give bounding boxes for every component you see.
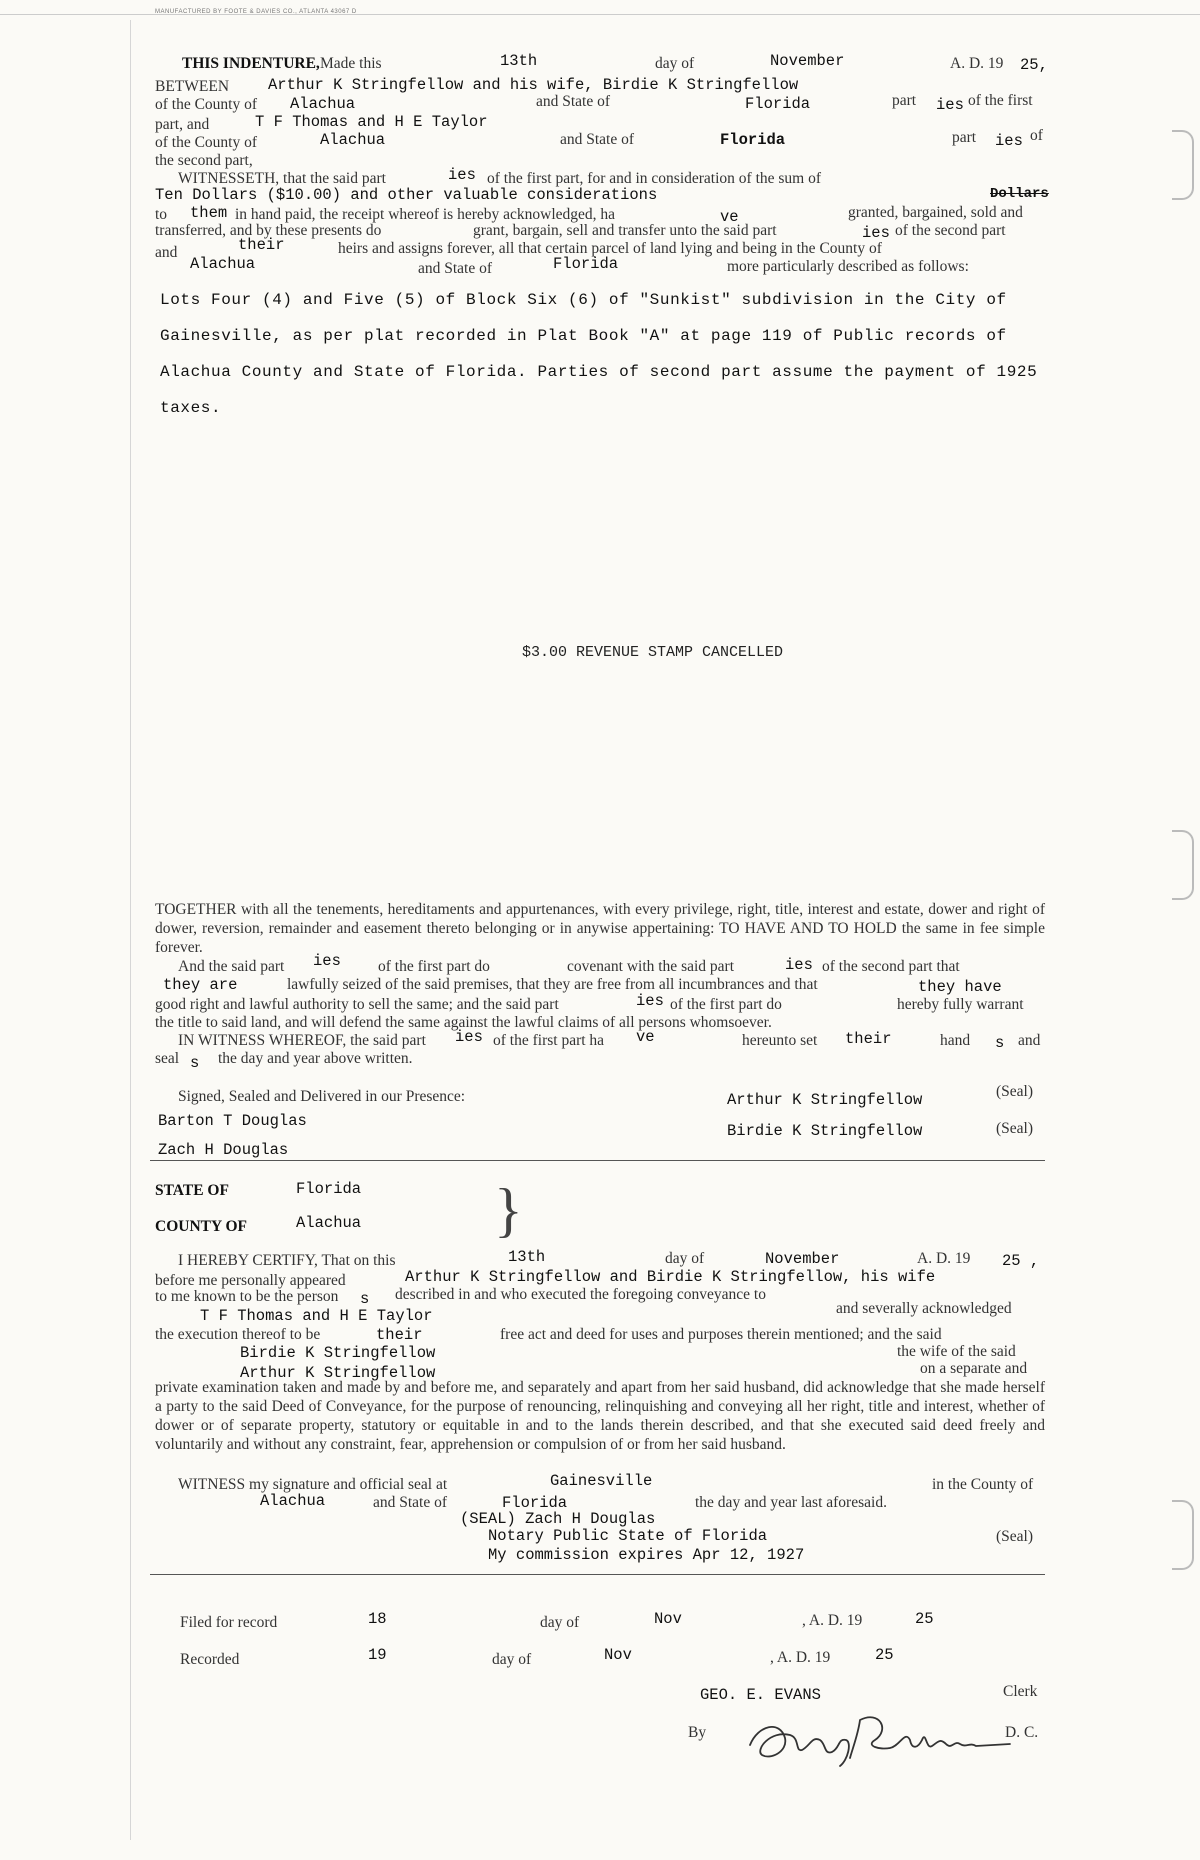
ack-ad: A. D. 19 [917,1250,971,1267]
notary-commission: My commission expires Apr 12, 1927 [488,1546,805,1564]
ack-husband-name: Arthur K Stringfellow [240,1364,436,1382]
ack-month: November [765,1250,840,1268]
recorded-year: 25 [875,1646,894,1664]
witness-signature-text: WITNESS my signature and official seal at [178,1476,448,1493]
covenant-seized: lawfully seized of the said premises, that they are free from all incumbrances and that [287,976,818,993]
filed-month: Nov [654,1610,682,1628]
ack-wife-name: Birdie K Stringfellow [240,1344,436,1362]
witnesseth-text-b: of the first part, for and in consideration of the sum of [487,170,822,187]
notary-title: Notary Public State of Florida [488,1527,768,1545]
ack-grantees: T F Thomas and H E Taylor [200,1307,433,1325]
known-s: s [360,1290,370,1308]
them-label: them [190,204,228,222]
grantee-state: Florida [720,131,786,149]
part-suffix-2: ies [995,132,1023,150]
described-in-text: described in and who executed the foregoing conveyance to [395,1286,766,1303]
legal-description [160,282,1050,426]
grantor-state: Florida [745,95,811,113]
notary-divider [150,1574,1045,1575]
receipt-text: in hand paid, the receipt whereof is hereby acknowledged, ha [235,206,616,223]
in-witness-text: IN WITNESS WHEREOF, the said part [178,1032,426,1049]
grantor-signature-2: Birdie K Stringfellow [727,1122,923,1140]
they-are-label: they are [163,976,238,994]
ack-county: Alachua [296,1214,362,1232]
covenant-ies-2: ies [785,956,813,974]
witness-and: and [1018,1032,1041,1049]
recorded-label: Recorded [180,1651,240,1668]
made-this-label: Made this [320,55,382,72]
witness-set: hereunto set [742,1032,818,1049]
signed-sealed-label: Signed, Sealed and Delivered in our Presence: [178,1088,466,1105]
filed-day: 18 [368,1610,387,1628]
witnesseth-ies: ies [448,166,476,184]
land-state-label: and State of [418,260,493,277]
manufacturer-imprint: MANUFACTURED BY FOOTE & DAVIES CO., ATLANTA 43067 D [155,9,357,15]
witness-ha: of the first part ha [493,1032,605,1049]
execution-text: the execution thereof to be [155,1326,321,1343]
covenant-c: covenant with the said part [567,958,735,975]
covenant-b: of the first part do [378,958,490,975]
county-label-2: of the County of [155,134,258,151]
private-examination-text: private examination taken and made by and before me, and separately and apart from her said husband, did acknowledge that she made herself a party to the said Deed of Conveyance, for the purpose of renouncing, relinquishing and conveying all her right, title and interest, whether of dower or of separate property, statutory or equitable in and to the lands therein described, and that she executed said deed freely and voluntarily and without any constraint, fear, apprehension or compulsion of or from her said husband. [155,1379,1045,1453]
covenant-warrant: hereby fully warrant [897,996,1024,1013]
of-the-first-label: of the first [968,92,1033,109]
grant-text: grant, bargain, sell and transfer unto the said part [473,222,777,239]
covenant-ies-3: ies [636,992,664,1010]
grantee-county: Alachua [320,131,386,149]
witness-signature-2: Zach H Douglas [158,1141,289,1159]
notary-state: Florida [502,1494,568,1512]
second-part-label: the second part, [155,152,253,169]
day-of-label: day of [655,55,695,72]
appeared-names: Arthur K Stringfellow and Birdie K Stringfellow, his wife [405,1268,936,1286]
and-label: and [155,244,178,261]
grantor-names: Arthur K Stringfellow and his wife, Birdie K Stringfellow [268,76,799,94]
recorded-month: Nov [604,1646,632,1664]
signature-divider [150,1160,1045,1161]
filed-label: Filed for record [180,1614,278,1631]
notary-state-label: and State of [373,1494,448,1511]
venue-brace-icon: } [494,1177,523,1243]
state-label-1: and State of [536,93,611,110]
grantor-signature-1: Arthur K Stringfellow [727,1091,923,1109]
county-of-label: COUNTY OF [155,1218,247,1235]
filed-ad: , A. D. 19 [802,1612,863,1629]
dc-label: D. C. [1005,1724,1039,1741]
certify-text: I HEREBY CERTIFY, That on this [178,1252,396,1269]
wife-of-text: the wife of the said [897,1343,1016,1360]
before-me-text: before me personally appeared [155,1272,346,1289]
witness-seal: seal [155,1050,180,1067]
deed-day: 13th [500,52,538,70]
land-county: Alachua [190,255,256,273]
granted-text: granted, bargained, sold and [848,204,1023,221]
ack-day-of: day of [665,1250,705,1267]
grantee-names: T F Thomas and H E Taylor [255,113,488,131]
have-suffix: ve [720,208,739,226]
witness-ve: ve [636,1028,655,1046]
witness-day-year: the day and year above written. [218,1050,413,1067]
deed-month: November [770,52,845,70]
grant-ies: ies [862,224,890,242]
binding-hole-2 [1172,830,1194,900]
notary-seal-signature: (SEAL) Zach H Douglas [460,1510,656,1528]
notary-seal-label: (Seal) [996,1528,1034,1545]
revenue-stamp-note: $3.00 REVENUE STAMP CANCELLED [522,644,784,661]
covenant-d: of the second part that [822,958,960,975]
legal-line: taxes. [160,399,222,417]
part-suffix-1: ies [936,96,964,114]
county-label-1: of the County of [155,96,258,113]
covenant-a: And the said part [178,958,285,975]
part-label-2: part [952,129,977,146]
recorded-day: 19 [368,1646,387,1664]
covenant-authority: good right and lawful authority to sell the same; and the said part [155,996,559,1013]
together-clause: TOGETHER with all the tenements, hereditaments and appurtenances, with every privilege, right, title, interest and estate, dower and right of dower, reversion, remainder and easement thereto belonging or in anywise appertaining: TO HAVE AND TO HOLD the same in fee simple forever. [155,901,1045,956]
grantor-county: Alachua [290,95,356,113]
indenture-heading: THIS INDENTURE, [182,55,320,72]
between-label: BETWEEN [155,78,230,95]
ad-label: A. D. 19 [950,55,1004,72]
second-part-text: of the second part [895,222,1006,239]
land-state: Florida [553,255,619,273]
notary-county: Alachua [260,1492,326,1510]
ack-their: their [376,1326,423,1344]
last-aforesaid-text: the day and year last aforesaid. [695,1494,887,1511]
deputy-clerk-signature [740,1700,1020,1770]
left-margin-line [130,20,131,1840]
recorded-day-of: day of [492,1651,532,1668]
witnesseth-text: WITNESSETH, that the said part [178,170,386,187]
clerk-label: Clerk [1003,1683,1038,1700]
of-label-2: of [1030,127,1043,144]
legal-line: Alachua County and State of Florida. Parties of second part assume the payment of 1925 [160,363,1038,381]
binding-hole-3 [1172,1500,1194,1570]
covenant-first-part: of the first part do [670,996,782,1013]
recorded-ad: , A. D. 19 [770,1649,831,1666]
state-of-label: STATE OF [155,1182,229,1199]
free-act-text: free act and deed for uses and purposes therein mentioned; and the said [500,1326,942,1343]
ack-year: 25 , [1002,1252,1040,1270]
filed-day-of: day of [540,1614,580,1631]
separate-text: on a separate and [920,1360,1028,1377]
transferred-text: transferred, and by these presents do [155,222,382,239]
known-text: to me known to be the person [155,1288,339,1305]
covenant-ies-1: ies [313,952,341,970]
to-label: to [155,206,168,223]
ack-day: 13th [508,1248,546,1266]
heirs-text: heirs and assigns forever, all that certain parcel of land lying and being in the County of [338,240,882,257]
witness-signature-1: Barton T Douglas [158,1112,307,1130]
state-label-2: and State of [560,131,635,148]
witness-hand-s: s [995,1034,1005,1052]
dollars-struck: Dollars [990,186,1049,202]
filed-year: 25 [915,1610,934,1628]
consideration-amount: Ten Dollars ($10.00) and other valuable considerations [155,186,658,204]
legal-line: Lots Four (4) and Five (5) of Block Six (6) of "Sunkist" subdivision in the City of [160,291,1007,309]
part-and-label: part, and [155,116,210,133]
witness-seal-s: s [190,1054,200,1072]
described-text: more particularly described as follows: [727,258,969,275]
notary-place: Gainesville [550,1472,653,1490]
ack-state: Florida [296,1180,362,1198]
part-label-1: part [892,92,917,109]
witness-ies: ies [455,1028,483,1046]
by-label: By [688,1724,707,1741]
in-county-text: in the County of [932,1476,1034,1493]
their-label: their [238,236,285,254]
deed-year: 25, [1020,56,1048,74]
seal-label-1: (Seal) [996,1083,1034,1100]
covenant-title: the title to said land, and will defend the same against the lawful claims of all persons whomsoever. [155,1014,772,1031]
clerk-name: GEO. E. EVANS [700,1686,821,1704]
witness-their: their [845,1030,892,1048]
witness-hand: hand [940,1032,971,1049]
seal-label-2: (Seal) [996,1120,1034,1137]
binding-hole-1 [1172,130,1194,200]
they-have-label: they have [918,978,1002,996]
legal-line: Gainesville, as per plat recorded in Plat Book "A" at page 119 of Public records of [160,327,1007,345]
severally-text: and severally acknowledged [836,1300,1012,1317]
